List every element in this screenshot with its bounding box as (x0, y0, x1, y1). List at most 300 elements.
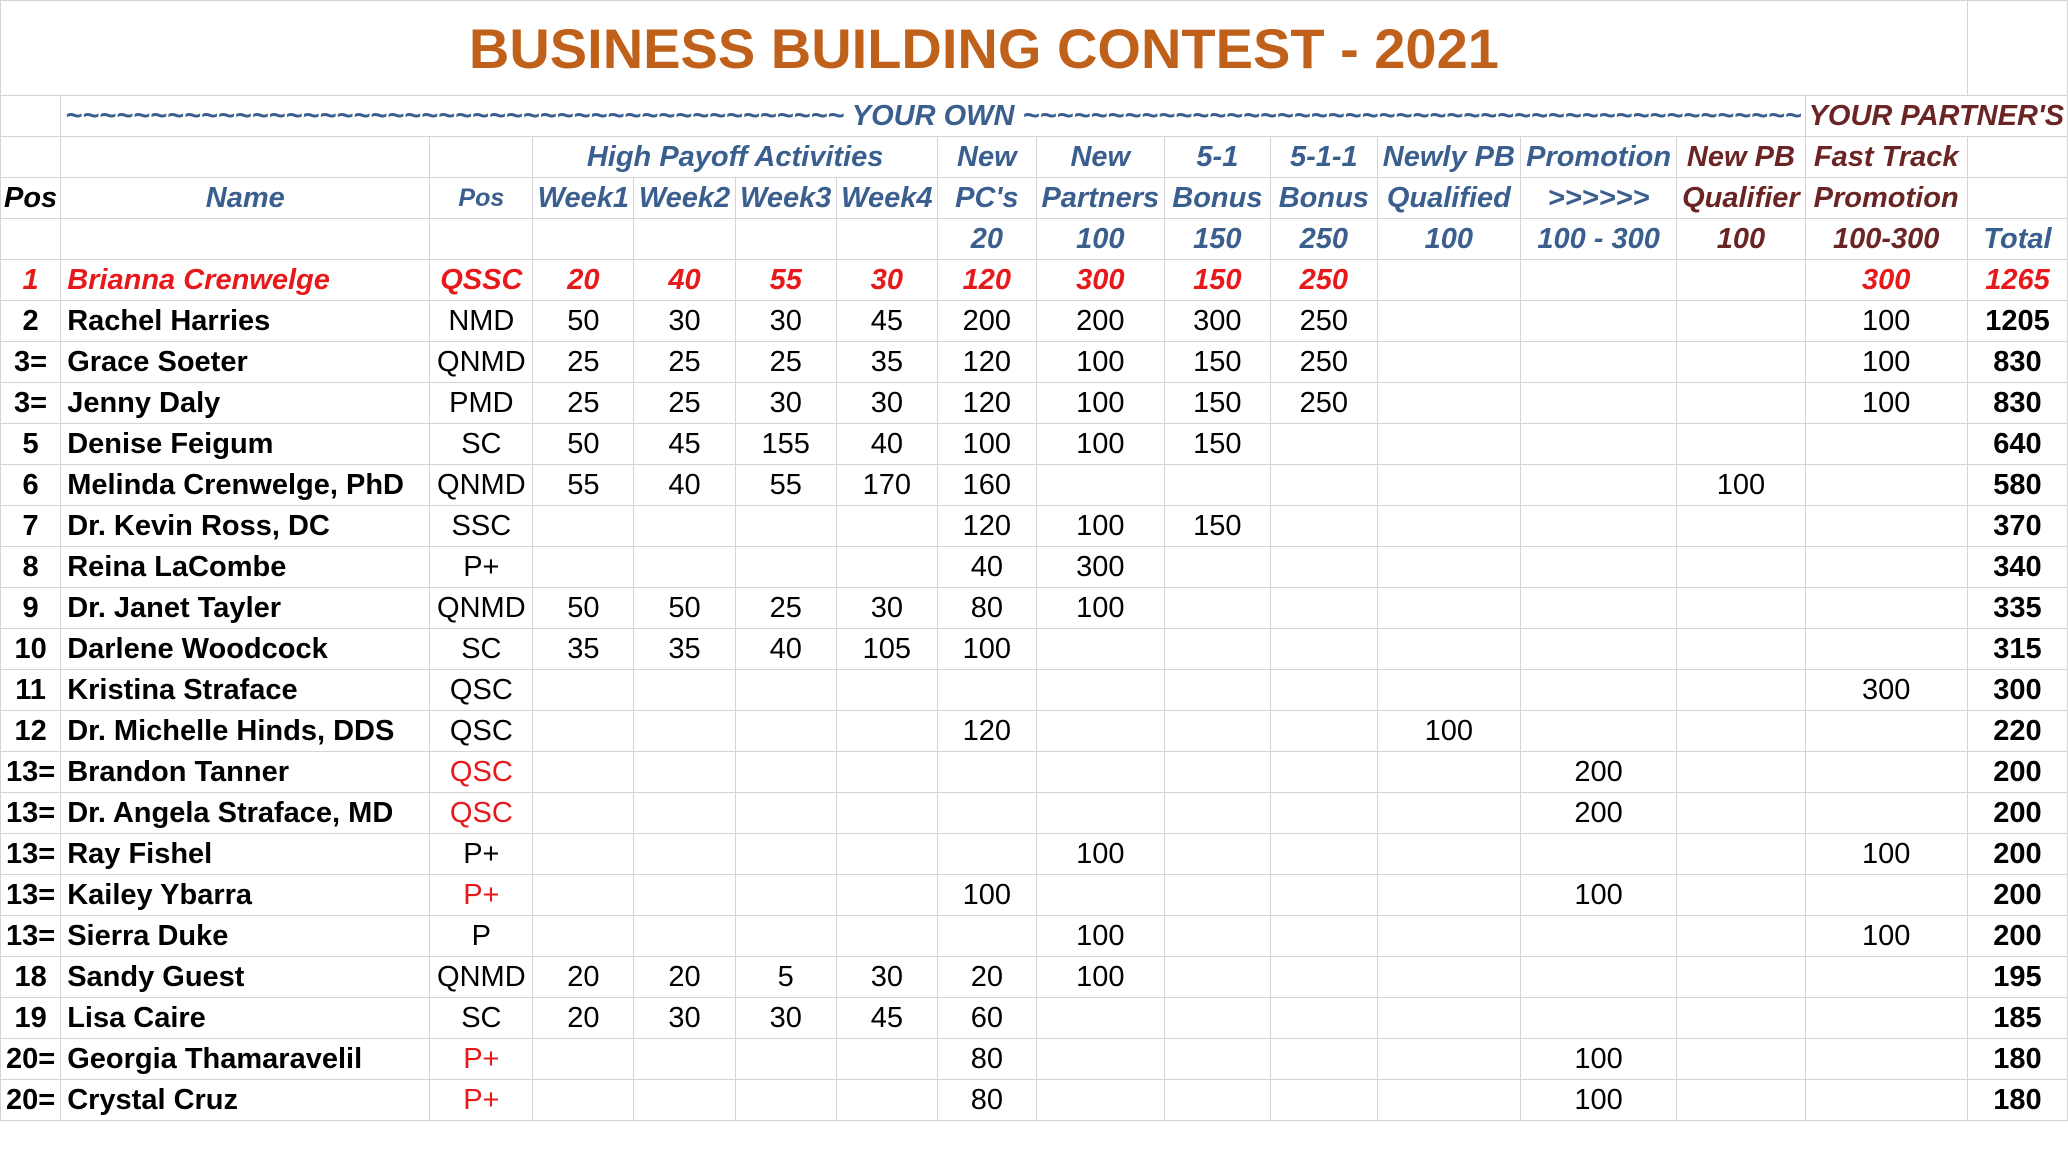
week1-cell[interactable]: 20 (533, 957, 634, 998)
position-cell[interactable]: P+ (430, 875, 533, 916)
promotion-cell[interactable]: 100 (1520, 1039, 1676, 1080)
position-cell[interactable]: QNMD (430, 342, 533, 383)
partner-new-pb-cell[interactable] (1677, 1039, 1805, 1080)
bonus511-cell[interactable] (1270, 711, 1377, 752)
name-cell[interactable]: Ray Fishel (61, 834, 430, 875)
total-cell[interactable]: 200 (1967, 834, 2067, 875)
empty-cell[interactable] (634, 219, 735, 260)
new-partners-cell[interactable] (1036, 711, 1164, 752)
empty-cell[interactable] (1, 96, 61, 137)
bonus511-cell[interactable]: 250 (1270, 383, 1377, 424)
new-pcs-cell[interactable] (937, 834, 1036, 875)
name-cell[interactable]: Brianna Crenwelge (61, 260, 430, 301)
week1-cell[interactable] (533, 916, 634, 957)
total-cell[interactable]: 640 (1967, 424, 2067, 465)
header-new-pb[interactable]: New PB (1677, 137, 1805, 178)
empty-cell[interactable] (1967, 178, 2067, 219)
week3-cell[interactable]: 30 (735, 383, 836, 424)
week3-cell[interactable] (735, 793, 836, 834)
pos-rank-cell[interactable]: 20= (1, 1039, 61, 1080)
header-fast-track[interactable]: Fast Track (1805, 137, 1967, 178)
week2-cell[interactable] (634, 670, 735, 711)
week2-cell[interactable]: 35 (634, 629, 735, 670)
promotion-cell[interactable] (1520, 260, 1676, 301)
week4-cell[interactable] (836, 752, 937, 793)
section-partner[interactable]: YOUR PARTNER'S (1805, 96, 2068, 137)
partner-new-pb-cell[interactable] (1677, 506, 1805, 547)
header-partners[interactable]: Partners (1036, 178, 1164, 219)
newly-pb-cell[interactable] (1377, 752, 1520, 793)
bonus511-cell[interactable] (1270, 752, 1377, 793)
week1-cell[interactable] (533, 793, 634, 834)
position-cell[interactable]: SSC (430, 506, 533, 547)
empty-cell[interactable] (61, 137, 430, 178)
week3-cell[interactable]: 55 (735, 465, 836, 506)
bonus51-cell[interactable]: 150 (1164, 260, 1270, 301)
fast-track-cell[interactable]: 100 (1805, 383, 1967, 424)
header-newly-pb[interactable]: Newly PB (1377, 137, 1520, 178)
week3-cell[interactable] (735, 875, 836, 916)
week2-cell[interactable] (634, 1039, 735, 1080)
new-partners-cell[interactable] (1036, 465, 1164, 506)
week2-cell[interactable] (634, 834, 735, 875)
bonus51-cell[interactable] (1164, 875, 1270, 916)
week4-cell[interactable]: 30 (836, 957, 937, 998)
name-cell[interactable]: Georgia Thamaravelil (61, 1039, 430, 1080)
newly-pb-cell[interactable] (1377, 1039, 1520, 1080)
pos-rank-cell[interactable]: 13= (1, 752, 61, 793)
total-cell[interactable]: 830 (1967, 383, 2067, 424)
newly-pb-cell[interactable] (1377, 875, 1520, 916)
pos-rank-cell[interactable]: 10 (1, 629, 61, 670)
fast-track-cell[interactable] (1805, 465, 1967, 506)
promotion-cell[interactable] (1520, 506, 1676, 547)
fast-track-cell[interactable]: 300 (1805, 260, 1967, 301)
newly-pb-cell[interactable] (1377, 834, 1520, 875)
newly-pb-cell[interactable] (1377, 383, 1520, 424)
pos-rank-cell[interactable]: 13= (1, 793, 61, 834)
pos-rank-cell[interactable]: 2 (1, 301, 61, 342)
partner-new-pb-cell[interactable] (1677, 834, 1805, 875)
section-own[interactable]: ~~~~~~~~~~~~~~~~~~~~~~~~~~~~~~~~~~~~~~~~~~~~~~ YOUR OWN ~~~~~~~~~~~~~~~~~~~~~~~~~~~~~~~~~~~~~~~~~~~~~~ (61, 96, 1805, 137)
new-pcs-cell[interactable]: 120 (937, 383, 1036, 424)
header-total[interactable]: Total (1967, 219, 2067, 260)
new-partners-cell[interactable]: 100 (1036, 424, 1164, 465)
total-cell[interactable]: 185 (1967, 998, 2067, 1039)
newly-pb-cell[interactable] (1377, 670, 1520, 711)
total-cell[interactable]: 195 (1967, 957, 2067, 998)
points-fast-track[interactable]: 100-300 (1805, 219, 1967, 260)
fast-track-cell[interactable] (1805, 506, 1967, 547)
header-promotion-arrows[interactable]: >>>>>> (1520, 178, 1676, 219)
week4-cell[interactable] (836, 875, 937, 916)
bonus511-cell[interactable] (1270, 875, 1377, 916)
empty-cell[interactable] (1, 137, 61, 178)
total-cell[interactable]: 1265 (1967, 260, 2067, 301)
week3-cell[interactable] (735, 711, 836, 752)
bonus511-cell[interactable] (1270, 588, 1377, 629)
points-promotion[interactable]: 100 - 300 (1520, 219, 1676, 260)
week2-cell[interactable] (634, 711, 735, 752)
new-pcs-cell[interactable]: 80 (937, 1080, 1036, 1121)
position-cell[interactable]: P+ (430, 1080, 533, 1121)
pos-rank-cell[interactable]: 13= (1, 834, 61, 875)
position-cell[interactable]: P (430, 916, 533, 957)
week1-cell[interactable]: 20 (533, 260, 634, 301)
new-partners-cell[interactable] (1036, 752, 1164, 793)
week3-cell[interactable] (735, 834, 836, 875)
name-cell[interactable]: Dr. Kevin Ross, DC (61, 506, 430, 547)
fast-track-cell[interactable] (1805, 752, 1967, 793)
pos-rank-cell[interactable]: 3= (1, 383, 61, 424)
week1-cell[interactable] (533, 711, 634, 752)
week4-cell[interactable]: 170 (836, 465, 937, 506)
name-cell[interactable]: Sierra Duke (61, 916, 430, 957)
position-cell[interactable]: QSSC (430, 260, 533, 301)
position-cell[interactable]: P+ (430, 1039, 533, 1080)
week3-cell[interactable]: 25 (735, 342, 836, 383)
partner-new-pb-cell[interactable] (1677, 957, 1805, 998)
name-cell[interactable]: Brandon Tanner (61, 752, 430, 793)
new-pcs-cell[interactable] (937, 793, 1036, 834)
name-cell[interactable]: Dr. Michelle Hinds, DDS (61, 711, 430, 752)
bonus51-cell[interactable] (1164, 998, 1270, 1039)
new-pcs-cell[interactable]: 100 (937, 629, 1036, 670)
bonus51-cell[interactable] (1164, 465, 1270, 506)
week2-cell[interactable]: 30 (634, 301, 735, 342)
position-cell[interactable]: QSC (430, 752, 533, 793)
fast-track-cell[interactable]: 100 (1805, 834, 1967, 875)
name-cell[interactable]: Darlene Woodcock (61, 629, 430, 670)
partner-new-pb-cell[interactable] (1677, 670, 1805, 711)
week2-cell[interactable] (634, 916, 735, 957)
pos-rank-cell[interactable]: 19 (1, 998, 61, 1039)
promotion-cell[interactable] (1520, 998, 1676, 1039)
week2-cell[interactable] (634, 793, 735, 834)
new-pcs-cell[interactable] (937, 916, 1036, 957)
header-name[interactable]: Name (61, 178, 430, 219)
pos-rank-cell[interactable]: 13= (1, 916, 61, 957)
total-cell[interactable]: 200 (1967, 793, 2067, 834)
newly-pb-cell[interactable] (1377, 588, 1520, 629)
newly-pb-cell[interactable] (1377, 547, 1520, 588)
new-partners-cell[interactable]: 100 (1036, 588, 1164, 629)
header-promotion[interactable]: Promotion (1520, 137, 1676, 178)
week1-cell[interactable] (533, 506, 634, 547)
week1-cell[interactable] (533, 1080, 634, 1121)
new-partners-cell[interactable] (1036, 793, 1164, 834)
partner-new-pb-cell[interactable] (1677, 916, 1805, 957)
bonus51-cell[interactable]: 150 (1164, 383, 1270, 424)
promotion-cell[interactable]: 100 (1520, 1080, 1676, 1121)
newly-pb-cell[interactable]: 100 (1377, 711, 1520, 752)
week1-cell[interactable] (533, 834, 634, 875)
empty-cell[interactable] (836, 219, 937, 260)
new-partners-cell[interactable]: 100 (1036, 506, 1164, 547)
pos-rank-cell[interactable]: 13= (1, 875, 61, 916)
bonus511-cell[interactable]: 250 (1270, 342, 1377, 383)
total-cell[interactable]: 370 (1967, 506, 2067, 547)
position-cell[interactable]: QNMD (430, 957, 533, 998)
week1-cell[interactable] (533, 875, 634, 916)
name-cell[interactable]: Jenny Daly (61, 383, 430, 424)
empty-cell[interactable] (430, 219, 533, 260)
bonus51-cell[interactable] (1164, 547, 1270, 588)
header-ft-promotion[interactable]: Promotion (1805, 178, 1967, 219)
week4-cell[interactable] (836, 670, 937, 711)
week3-cell[interactable] (735, 1039, 836, 1080)
week2-cell[interactable] (634, 1080, 735, 1121)
bonus51-cell[interactable] (1164, 1039, 1270, 1080)
total-cell[interactable]: 200 (1967, 875, 2067, 916)
week3-cell[interactable] (735, 752, 836, 793)
new-partners-cell[interactable] (1036, 670, 1164, 711)
position-cell[interactable]: QSC (430, 793, 533, 834)
bonus51-cell[interactable] (1164, 629, 1270, 670)
new-pcs-cell[interactable]: 40 (937, 547, 1036, 588)
header-hpa[interactable]: High Payoff Activities (533, 137, 938, 178)
fast-track-cell[interactable]: 100 (1805, 916, 1967, 957)
pos-rank-cell[interactable]: 9 (1, 588, 61, 629)
week2-cell[interactable]: 40 (634, 465, 735, 506)
week4-cell[interactable] (836, 916, 937, 957)
name-cell[interactable]: Dr. Janet Tayler (61, 588, 430, 629)
header-bonus511[interactable]: 5-1-1 (1270, 137, 1377, 178)
partner-new-pb-cell[interactable] (1677, 875, 1805, 916)
week3-cell[interactable] (735, 1080, 836, 1121)
week2-cell[interactable]: 20 (634, 957, 735, 998)
new-partners-cell[interactable] (1036, 629, 1164, 670)
header-bonus51-2[interactable]: Bonus (1164, 178, 1270, 219)
fast-track-cell[interactable] (1805, 875, 1967, 916)
partner-new-pb-cell[interactable] (1677, 752, 1805, 793)
total-cell[interactable]: 315 (1967, 629, 2067, 670)
header-week4[interactable]: Week4 (836, 178, 937, 219)
position-cell[interactable]: P+ (430, 834, 533, 875)
position-cell[interactable]: QSC (430, 670, 533, 711)
promotion-cell[interactable] (1520, 916, 1676, 957)
name-cell[interactable]: Sandy Guest (61, 957, 430, 998)
promotion-cell[interactable] (1520, 711, 1676, 752)
partner-new-pb-cell[interactable] (1677, 711, 1805, 752)
week4-cell[interactable] (836, 711, 937, 752)
promotion-cell[interactable]: 200 (1520, 793, 1676, 834)
header-pcs[interactable]: PC's (937, 178, 1036, 219)
week2-cell[interactable]: 50 (634, 588, 735, 629)
partner-new-pb-cell[interactable] (1677, 629, 1805, 670)
header-pos[interactable]: Pos (430, 178, 533, 219)
week4-cell[interactable]: 105 (836, 629, 937, 670)
pos-rank-cell[interactable]: 7 (1, 506, 61, 547)
fast-track-cell[interactable] (1805, 793, 1967, 834)
week2-cell[interactable]: 25 (634, 342, 735, 383)
total-cell[interactable]: 200 (1967, 916, 2067, 957)
name-cell[interactable]: Kristina Straface (61, 670, 430, 711)
bonus51-cell[interactable] (1164, 670, 1270, 711)
week3-cell[interactable]: 40 (735, 629, 836, 670)
newly-pb-cell[interactable] (1377, 424, 1520, 465)
promotion-cell[interactable] (1520, 834, 1676, 875)
promotion-cell[interactable] (1520, 301, 1676, 342)
week4-cell[interactable] (836, 547, 937, 588)
fast-track-cell[interactable] (1805, 1080, 1967, 1121)
new-pcs-cell[interactable]: 100 (937, 875, 1036, 916)
new-pcs-cell[interactable]: 160 (937, 465, 1036, 506)
bonus51-cell[interactable]: 150 (1164, 424, 1270, 465)
partner-new-pb-cell[interactable] (1677, 260, 1805, 301)
points-new-pb[interactable]: 100 (1677, 219, 1805, 260)
promotion-cell[interactable] (1520, 465, 1676, 506)
bonus51-cell[interactable] (1164, 1080, 1270, 1121)
fast-track-cell[interactable] (1805, 957, 1967, 998)
fast-track-cell[interactable] (1805, 998, 1967, 1039)
week3-cell[interactable]: 55 (735, 260, 836, 301)
new-partners-cell[interactable]: 200 (1036, 301, 1164, 342)
new-pcs-cell[interactable]: 80 (937, 1039, 1036, 1080)
new-pcs-cell[interactable]: 60 (937, 998, 1036, 1039)
week4-cell[interactable]: 30 (836, 588, 937, 629)
week1-cell[interactable] (533, 547, 634, 588)
week4-cell[interactable]: 40 (836, 424, 937, 465)
total-cell[interactable]: 180 (1967, 1039, 2067, 1080)
pos-rank-cell[interactable]: 3= (1, 342, 61, 383)
bonus51-cell[interactable]: 150 (1164, 506, 1270, 547)
week3-cell[interactable]: 30 (735, 998, 836, 1039)
total-cell[interactable]: 335 (1967, 588, 2067, 629)
week3-cell[interactable]: 5 (735, 957, 836, 998)
pos-rank-cell[interactable]: 5 (1, 424, 61, 465)
new-partners-cell[interactable]: 100 (1036, 834, 1164, 875)
week1-cell[interactable]: 25 (533, 342, 634, 383)
position-cell[interactable]: QNMD (430, 588, 533, 629)
points-new-pc[interactable]: 20 (937, 219, 1036, 260)
week1-cell[interactable] (533, 752, 634, 793)
partner-new-pb-cell[interactable] (1677, 383, 1805, 424)
name-cell[interactable]: Crystal Cruz (61, 1080, 430, 1121)
week4-cell[interactable] (836, 1080, 937, 1121)
new-partners-cell[interactable]: 100 (1036, 383, 1164, 424)
bonus511-cell[interactable] (1270, 1080, 1377, 1121)
fast-track-cell[interactable] (1805, 424, 1967, 465)
week1-cell[interactable]: 50 (533, 588, 634, 629)
new-pcs-cell[interactable] (937, 670, 1036, 711)
bonus511-cell[interactable]: 250 (1270, 301, 1377, 342)
new-partners-cell[interactable] (1036, 1080, 1164, 1121)
partner-new-pb-cell[interactable] (1677, 547, 1805, 588)
header-week2[interactable]: Week2 (634, 178, 735, 219)
week4-cell[interactable]: 30 (836, 260, 937, 301)
points-bonus511[interactable]: 250 (1270, 219, 1377, 260)
promotion-cell[interactable] (1520, 957, 1676, 998)
header-qualifier[interactable]: Qualifier (1677, 178, 1805, 219)
week3-cell[interactable]: 155 (735, 424, 836, 465)
new-partners-cell[interactable] (1036, 875, 1164, 916)
total-cell[interactable]: 1205 (1967, 301, 2067, 342)
new-partners-cell[interactable]: 100 (1036, 342, 1164, 383)
bonus51-cell[interactable] (1164, 752, 1270, 793)
fast-track-cell[interactable] (1805, 711, 1967, 752)
name-cell[interactable]: Rachel Harries (61, 301, 430, 342)
bonus511-cell[interactable] (1270, 998, 1377, 1039)
week1-cell[interactable]: 20 (533, 998, 634, 1039)
position-cell[interactable]: P+ (430, 547, 533, 588)
newly-pb-cell[interactable] (1377, 465, 1520, 506)
name-cell[interactable]: Grace Soeter (61, 342, 430, 383)
position-cell[interactable]: SC (430, 998, 533, 1039)
bonus511-cell[interactable] (1270, 834, 1377, 875)
empty-cell[interactable] (533, 219, 634, 260)
position-cell[interactable]: QNMD (430, 465, 533, 506)
bonus51-cell[interactable] (1164, 957, 1270, 998)
total-cell[interactable]: 180 (1967, 1080, 2067, 1121)
week2-cell[interactable] (634, 547, 735, 588)
pos-rank-cell[interactable]: 20= (1, 1080, 61, 1121)
bonus51-cell[interactable]: 300 (1164, 301, 1270, 342)
week1-cell[interactable] (533, 670, 634, 711)
promotion-cell[interactable]: 100 (1520, 875, 1676, 916)
newly-pb-cell[interactable] (1377, 506, 1520, 547)
name-cell[interactable]: Lisa Caire (61, 998, 430, 1039)
bonus511-cell[interactable] (1270, 465, 1377, 506)
name-cell[interactable]: Kailey Ybarra (61, 875, 430, 916)
new-partners-cell[interactable]: 300 (1036, 547, 1164, 588)
name-cell[interactable]: Dr. Angela Straface, MD (61, 793, 430, 834)
position-cell[interactable]: SC (430, 629, 533, 670)
week1-cell[interactable]: 55 (533, 465, 634, 506)
week2-cell[interactable] (634, 506, 735, 547)
empty-cell[interactable] (61, 219, 430, 260)
newly-pb-cell[interactable] (1377, 629, 1520, 670)
new-pcs-cell[interactable]: 120 (937, 506, 1036, 547)
fast-track-cell[interactable] (1805, 1039, 1967, 1080)
partner-new-pb-cell[interactable] (1677, 793, 1805, 834)
week4-cell[interactable]: 45 (836, 301, 937, 342)
points-new-partners[interactable]: 100 (1036, 219, 1164, 260)
new-partners-cell[interactable] (1036, 998, 1164, 1039)
bonus51-cell[interactable] (1164, 588, 1270, 629)
pos-rank-cell[interactable]: 11 (1, 670, 61, 711)
partner-new-pb-cell[interactable] (1677, 301, 1805, 342)
week2-cell[interactable]: 25 (634, 383, 735, 424)
week4-cell[interactable] (836, 793, 937, 834)
week2-cell[interactable]: 45 (634, 424, 735, 465)
week2-cell[interactable] (634, 752, 735, 793)
bonus51-cell[interactable] (1164, 711, 1270, 752)
new-pcs-cell[interactable]: 200 (937, 301, 1036, 342)
new-pcs-cell[interactable]: 120 (937, 711, 1036, 752)
fast-track-cell[interactable] (1805, 547, 1967, 588)
pos-rank-cell[interactable]: 1 (1, 260, 61, 301)
new-partners-cell[interactable] (1036, 1039, 1164, 1080)
week4-cell[interactable] (836, 1039, 937, 1080)
position-cell[interactable]: SC (430, 424, 533, 465)
bonus511-cell[interactable] (1270, 424, 1377, 465)
new-partners-cell[interactable]: 100 (1036, 957, 1164, 998)
fast-track-cell[interactable] (1805, 629, 1967, 670)
week1-cell[interactable]: 35 (533, 629, 634, 670)
total-cell[interactable]: 340 (1967, 547, 2067, 588)
week4-cell[interactable] (836, 506, 937, 547)
week2-cell[interactable] (634, 875, 735, 916)
newly-pb-cell[interactable] (1377, 793, 1520, 834)
promotion-cell[interactable] (1520, 629, 1676, 670)
name-cell[interactable]: Melinda Crenwelge, PhD (61, 465, 430, 506)
new-pcs-cell[interactable] (937, 752, 1036, 793)
pos-rank-cell[interactable]: 18 (1, 957, 61, 998)
pos-rank-cell[interactable]: 12 (1, 711, 61, 752)
header-new-partners[interactable]: New (1036, 137, 1164, 178)
position-cell[interactable]: NMD (430, 301, 533, 342)
